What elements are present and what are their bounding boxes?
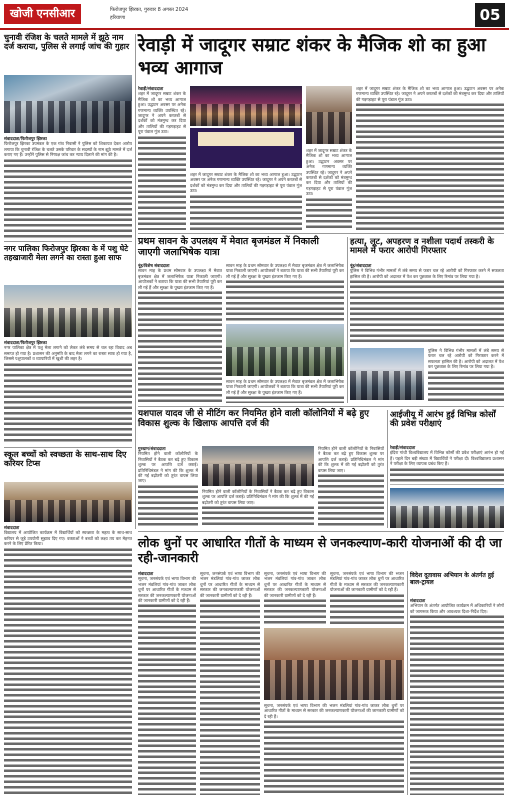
story-text-s8 (390, 445, 504, 485)
body-s10: अभियान के अंतर्गत आयोजित कार्यक्रम में अधिकारियों ने लोगों को जागरूक किया और आवश्यक दिशा-निर्देश दिए। (410, 603, 504, 795)
body-s9-cont4: सूचना, जनसंपर्क एवं भाषा विभाग की भजन मंडलियां गांव-गांव जाकर लोक धुनों पर आधारित गीतों के माध्यम से सरकार की जनकल्याणकारी योजनाओं की जानकारी ग्रामीणों को दे रही हैं। (330, 571, 404, 625)
photo-magic-show-guest (306, 86, 352, 144)
headline-s8: आईजीयू में आरंभ हुई विभिन्न कोर्सों की प्रवेश परीक्षाएं (390, 409, 496, 429)
byline-s3: संवाददाता/फिरोजपुर झिरका (4, 340, 47, 345)
story-text-s7-col3 (318, 446, 384, 528)
photo-police-meeting (4, 75, 132, 133)
story-text-s7-col2 (202, 489, 314, 528)
story-text-s3 (4, 340, 132, 444)
column-rule (387, 410, 388, 528)
body-s2: शहर में जादूगर सम्राट शंकर के मैजिक शो का भव्य आगाज हुआ। उद्घाटन अवसर पर अनेक गणमान्य व्यक्ति उपस्थित रहे। जादूगर ने अपने करतबों से दर्शकों को मंत्रमुग्ध कर दिया और तालियों की गड़गड़ाहट से पूरा पंडाल गूंज उठा। (138, 91, 186, 230)
photo-accused-men (350, 348, 424, 400)
byline-s5: नूंह/विशेष संवाददाता (138, 263, 170, 268)
photo-colony-meeting (202, 446, 314, 486)
byline-s1: संवाददाता/फिरोजपुर झिरका (4, 136, 47, 141)
headline-s10: विदेश दूतावास अभियान के अंतर्गत हुई बाल-ट्रायल (410, 572, 494, 586)
byline-s9: संवाददाता (138, 571, 154, 576)
body-s6-cont: पुलिस ने विभिन्न गंभीर मामलों में लंबे समय से फरार चल रहे आरोपी को गिरफ्तार करने में सफलता हासिल की है। आरोपी को अदालत में पेश कर पूछताछ के लिए रिमांड पर लिया गया है। (428, 348, 504, 403)
body-s5-cont2: सावन माह के प्रथम सोमवार के उपलक्ष्य में मेवात बृजमंडल क्षेत्र में जलाभिषेक यात्रा निकाली जाएगी। आयोजकों ने बताया कि यात्रा की सभी तैयारियां पूरी कर ली गई हैं और सुरक्षा के पुख्ता इंतजाम किए गए हैं। (226, 379, 344, 403)
byline-s10: संवाददाता (410, 598, 426, 603)
story-text-s2-col1 (138, 86, 186, 230)
headline-s3: नगर पालिका फिरोजपुर झिरका के में पशु घेटे तहखाजारी मेला लगने का रास्ता हुआ साफ (4, 244, 129, 262)
story-text-s5-col3 (226, 379, 344, 403)
region-line: हरियाणा (110, 15, 126, 21)
story-text-s9-col2 (200, 571, 260, 795)
body-s9: सूचना, जनसंपर्क एवं भाषा विभाग की भजन मंडलियां गांव-गांव जाकर लोक धुनों पर आधारित गीतों के माध्यम से सरकार की जनकल्याणकारी योजनाओं की जानकारी ग्रामीणों को दे रही हैं। (138, 576, 196, 795)
headline-s9: लोक धुनों पर आधारित गीतों के माध्यम से जनकल्याण-कारी योजनाओं की दी जा रही-जानकारी (138, 535, 502, 565)
story-text-s4 (4, 525, 132, 795)
masthead-info (110, 6, 188, 22)
story-text-s9-col1 (138, 571, 196, 795)
byline-s4: संवाददाता (4, 525, 20, 530)
story-text-s9-col4 (264, 703, 404, 795)
body-s7: नियमित होने वाली कॉलोनियों के निवासियों ने बैठक कर बढ़े हुए विकास शुल्क पर आपत्ति दर्ज कराई। प्रतिनिधिमंडल ने मांग की कि शुल्क में की गई बढ़ोतरी को तुरंत वापस लिया जाए। (138, 451, 198, 528)
section-rule (138, 233, 504, 234)
story-text-s7-col1 (138, 446, 198, 528)
body-s1: फिरोजपुर झिरका उपमंडल के एक गांव निवासी ने पुलिस को शिकायत देकर आरोप लगाया कि चुनावी रंजिश के चलते उसके परिवार के सदस्यों के नाम झूठे मामले में दर्ज कराए गए हैं। उन्होंने पुलिस से निष्पक्ष जांच कर न्याय दिलाने की मांग की है। (4, 141, 132, 238)
body-s2-cont: शहर में जादूगर सम्राट शंकर के मैजिक शो का भव्य आगाज हुआ। उद्घाटन अवसर पर अनेक गणमान्य व्यक्ति उपस्थित रहे। जादूगर ने अपने करतबों से दर्शकों को मंत्रमुग्ध कर दिया और तालियों की गड़गड़ाहट से पूरा पंडाल गूंज उठा। (190, 172, 302, 230)
column-rule (347, 237, 348, 403)
photo-magic-show-stage (190, 86, 302, 126)
date-line: फिरोजपुर झिरका, गुरुवार 8 अगस्त 2024 (110, 7, 189, 13)
body-s7-cont2: नियमित होने वाली कॉलोनियों के निवासियों ने बैठक कर बढ़े हुए विकास शुल्क पर आपत्ति दर्ज कराई। प्रतिनिधिमंडल ने मांग की कि शुल्क में की गई बढ़ोतरी को तुरंत वापस लिया जाए। (318, 446, 384, 528)
body-s5-cont: सावन माह के प्रथम सोमवार के उपलक्ष्य में मेवात बृजमंडल क्षेत्र में जलाभिषेक यात्रा निकाली जाएगी। आयोजकों ने बताया कि यात्रा की सभी तैयारियां पूरी कर ली गई हैं और सुरक्षा के पुख्ता इंतजाम किए गए हैं। (226, 263, 344, 321)
photo-police-meeting-2 (4, 482, 132, 522)
column-rule (407, 571, 408, 795)
section-rule (4, 241, 132, 242)
paper-name: खोजी एनसीआर (4, 4, 81, 24)
headline-s5: प्रथम सावन के उपलक्ष्य में मेवात बृजमंडल में निकाली जाएगी जलाभिषेक यात्रा (138, 236, 319, 258)
section-rule (138, 531, 504, 532)
photo-temple (226, 324, 344, 376)
body-s9-cont2: सूचना, जनसंपर्क एवं भाषा विभाग की भजन मंडलियां गांव-गांव जाकर लोक धुनों पर आधारित गीतों के माध्यम से सरकार की जनकल्याणकारी योजनाओं की जानकारी ग्रामीणों को दे रही हैं। (264, 571, 326, 625)
body-s4: विद्यालय में आयोजित कार्यक्रम में विद्यार्थियों को स्वच्छता के महत्व के साथ-साथ करियर से जुड़े उपयोगी सुझाव दिए गए। वक्ताओं ने बच्चों को लक्ष्य तय कर मेहनत करने के लिए प्रेरित किया। (4, 530, 132, 795)
byline-s6: नूंह/संवाददाता (350, 263, 372, 268)
byline-s8: रेवाड़ी/संवाददाता (390, 445, 416, 450)
headline-s2: रेवाड़ी में जादूगर सम्राट शंकर के मैजिक शो का हुआ भव्य आगाज (138, 35, 486, 79)
story-text-s2-col4 (356, 86, 504, 230)
headline-s4: स्कूल बच्चों को स्वच्छता के साथ-साथ दिए करियर टिप्स (4, 450, 127, 468)
masthead (0, 0, 509, 30)
body-s6: पुलिस ने विभिन्न गंभीर मामलों में लंबे समय से फरार चल रहे आरोपी को गिरफ्तार करने में सफलता हासिल की है। आरोपी को अदालत में पेश कर पूछताछ के लिए रिमांड पर लिया गया है। (350, 268, 504, 345)
story-text-s9-col3 (264, 571, 326, 625)
byline-s2: रेवाड़ी/संवाददाता (138, 86, 164, 91)
story-text-s6 (350, 263, 504, 345)
body-s2-cont2: शहर में जादूगर सम्राट शंकर के मैजिक शो का भव्य आगाज हुआ। उद्घाटन अवसर पर अनेक गणमान्य व्यक्ति उपस्थित रहे। जादूगर ने अपने करतबों से दर्शकों को मंत्रमुग्ध कर दिया और तालियों की गड़गड़ाहट से पूरा पंडाल गूंज उठा। (306, 148, 352, 230)
body-s8: इंदिरा गांधी विश्वविद्यालय में विभिन्न कोर्सों की प्रवेश परीक्षाएं आरंभ हो गई हैं। पहले दिन बड़ी संख्या में विद्यार्थियों ने परीक्षा दी। विश्वविद्यालय प्रशासन ने परीक्षा के लिए व्यापक प्रबंध किए हैं। (390, 450, 504, 485)
story-text-s10 (410, 598, 504, 795)
section-rule (138, 406, 504, 407)
story-text-s5-col1 (138, 263, 222, 403)
column-rule (135, 34, 136, 529)
story-text-s1 (4, 136, 132, 238)
section-rule (4, 447, 132, 448)
headline-s1: चुनावी रंजिश के चलते मामले में झूठे नाम दर्ज कराया, पुलिस से लगाई जांच की गुहार (4, 33, 130, 51)
photo-folk-troupe (264, 628, 404, 700)
page-number: 05 (475, 3, 505, 27)
headline-s6: हत्या, लूट, अपहरण व नशीला पदार्थ तस्करी के मामले में फरार आरोपी गिरफ्तार (350, 236, 494, 256)
story-text-s2-col3 (306, 148, 352, 230)
photo-exam-hall (390, 488, 504, 528)
body-s7-cont: नियमित होने वाली कॉलोनियों के निवासियों ने बैठक कर बढ़े हुए विकास शुल्क पर आपत्ति दर्ज कराई। प्रतिनिधिमंडल ने मांग की कि शुल्क में की गई बढ़ोतरी को तुरंत वापस लिया जाए। (202, 489, 314, 528)
headline-s7: यशपाल यादव जी से मीटिंग कर नियमित होने वाली कॉलोनियों में बढ़े हुए विकास शुल्क के खिलाफ आपत्ति दर्ज की (138, 409, 369, 429)
story-text-s2-col2 (190, 172, 302, 230)
story-text-s5-col2 (226, 263, 344, 321)
photo-school-students (4, 285, 132, 337)
body-s9-cont: सूचना, जनसंपर्क एवं भाषा विभाग की भजन मंडलियां गांव-गांव जाकर लोक धुनों पर आधारित गीतों के माध्यम से सरकार की जनकल्याणकारी योजनाओं की जानकारी ग्रामीणों को दे रही हैं। (200, 571, 260, 795)
story-text-s9-col5 (330, 571, 404, 625)
body-s3: नगर पालिका क्षेत्र में पशु मेला लगाने को लेकर लंबे समय से चल रहा विवाद अब समाप्त हो गया है। प्रशासन की अनुमति के बाद मेला लगने का रास्ता साफ हो गया है, जिससे पशुपालकों व व्यापारियों में खुशी की लहर है। (4, 345, 132, 444)
body-s2-cont3: शहर में जादूगर सम्राट शंकर के मैजिक शो का भव्य आगाज हुआ। उद्घाटन अवसर पर अनेक गणमान्य व्यक्ति उपस्थित रहे। जादूगर ने अपने करतबों से दर्शकों को मंत्रमुग्ध कर दिया और तालियों की गड़गड़ाहट से पूरा पंडाल गूंज उठा। (356, 86, 504, 230)
byline-s7: गुरुग्राम/संवाददाता (138, 446, 166, 451)
photo-magic-show-banner (190, 128, 302, 168)
story-text-s6-cont (428, 348, 504, 403)
body-s5: सावन माह के प्रथम सोमवार के उपलक्ष्य में मेवात बृजमंडल क्षेत्र में जलाभिषेक यात्रा निकाली जाएगी। आयोजकों ने बताया कि यात्रा की सभी तैयारियां पूरी कर ली गई हैं और सुरक्षा के पुख्ता इंतजाम किए गए हैं। (138, 268, 222, 403)
body-s9-cont3: सूचना, जनसंपर्क एवं भाषा विभाग की भजन मंडलियां गांव-गांव जाकर लोक धुनों पर आधारित गीतों के माध्यम से सरकार की जनकल्याणकारी योजनाओं की जानकारी ग्रामीणों को दे रही हैं। (264, 703, 404, 795)
